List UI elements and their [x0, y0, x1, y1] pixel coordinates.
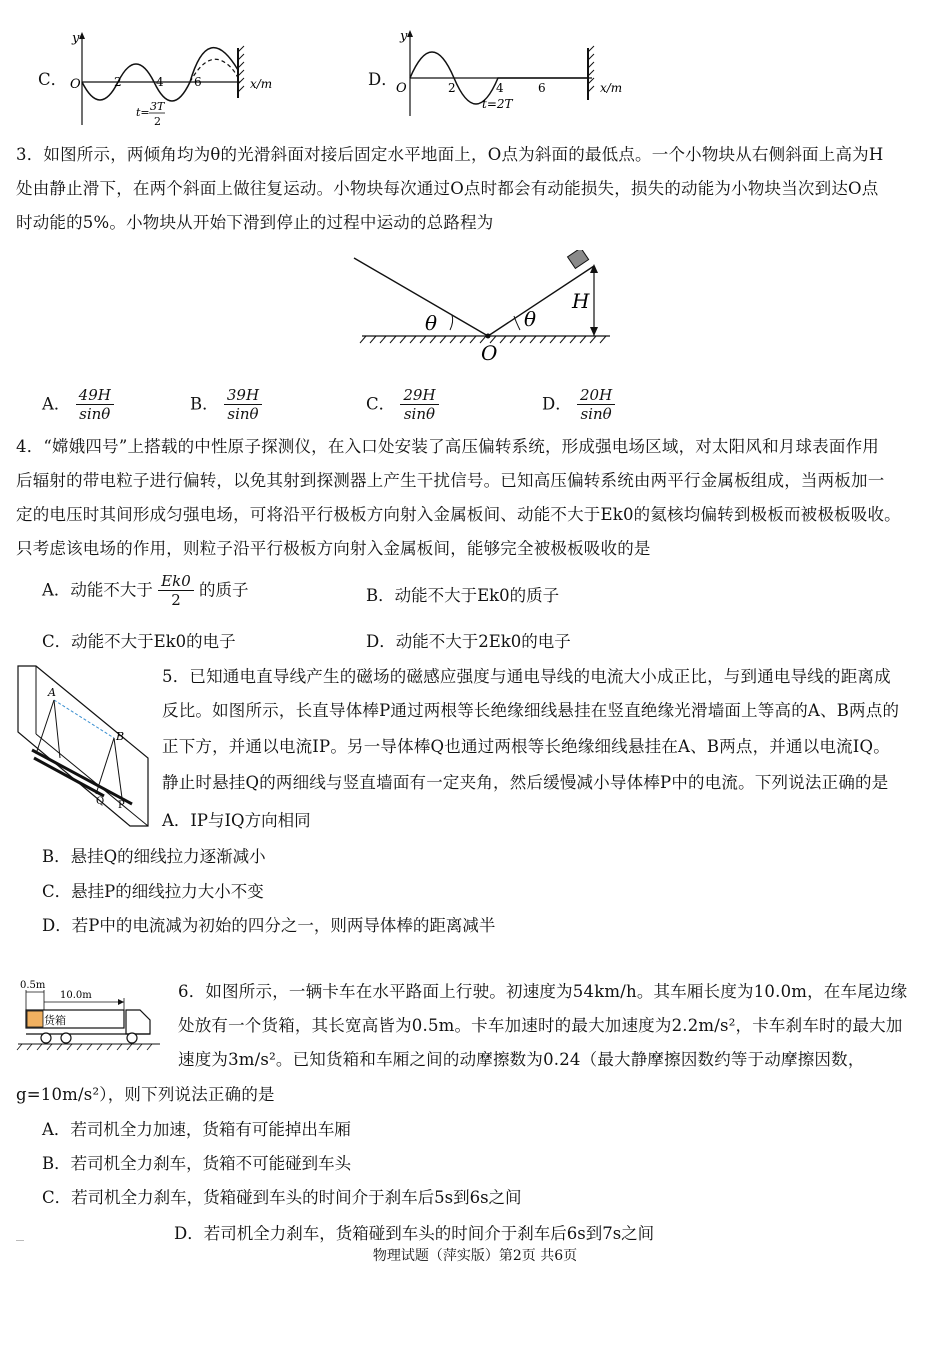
point-a-label: A [48, 686, 56, 699]
box-length-label: 0.5m [20, 980, 46, 991]
q5-option-d[interactable]: D．若P中的电流减为初始的四分之一，则两导体棒的距离减半 [42, 916, 496, 935]
rod-q-label: Q [96, 796, 105, 807]
cargo-box-label: 货箱 [44, 1014, 66, 1027]
q4-text-line-4: 只考虑该电场的作用，则粒子沿平行极板方向射入金属板间，能够完全被极板吸收的是 [16, 539, 651, 558]
wire-figure [14, 662, 154, 832]
incline-figure [350, 250, 620, 365]
q4-option-a-den: 2 [171, 591, 181, 609]
q3-option-c[interactable] [366, 386, 439, 423]
x-axis-label-d: x/m [600, 81, 623, 95]
q4-option-b[interactable]: B．动能不大于Ek0的质子 [366, 586, 560, 605]
q5-option-b[interactable]: B．悬挂Q的细线拉力逐渐减小 [42, 847, 266, 866]
q5-text-line-2: 反比。如图所示，长直导体棒P通过两根等长绝缘细线悬挂在竖直绝缘光滑墙面上等高的A、B两点的 [162, 701, 900, 720]
q3-text-line-3: 时动能的5%。小物块从开始下滑到停止的过程中运动的总路程为 [16, 213, 494, 232]
q5-text-line-4: 静止时悬挂Q的两细线与竖直墙面有一定夹角，然后缓慢减小导体棒P中的电流。下列说法正确的是 [162, 773, 889, 792]
q3-text-line-1: 3．如图所示，两倾角均为θ的光滑斜面对接后固定水平地面上，O点为斜面的最低点。一个小物块从右侧斜面上高为H [16, 145, 884, 164]
y-axis-label-c: y [72, 31, 80, 46]
height-label: H [572, 289, 590, 313]
q6-option-d[interactable]: D．若司机全力刹车，货箱碰到车头的时间介于刹车后6s到7s之间 [174, 1224, 655, 1243]
q4-text-line-2: 后辐射的带电粒子进行偏转，以免其射到探测器上产生干扰信号。已知高压偏转系统由两平行金属板组成，当两板加一 [16, 471, 885, 490]
origin-label-d: O [396, 81, 407, 96]
q5-option-c[interactable]: C．悬挂P的细线拉力大小不变 [42, 882, 264, 901]
q6-text-line-3: 速度为3m/s²。已知货箱和车厢之间的动摩擦数为0.24（最大静摩擦因数约等于动摩擦因数， [178, 1050, 865, 1069]
scan-mark [16, 1240, 24, 1241]
truck-figure [14, 976, 164, 1054]
q3-option-a[interactable] [42, 386, 114, 423]
q3-option-d-label: D． [542, 394, 572, 414]
wave-graph-c [60, 30, 285, 130]
q4-option-d[interactable]: D．动能不大于2Ek0的电子 [366, 632, 571, 651]
q3-option-b[interactable] [190, 386, 262, 423]
q3-option-b-den: sinθ [227, 405, 259, 423]
q3-option-b-label: B． [190, 394, 219, 414]
q3-option-a-num: 49H [76, 386, 114, 405]
q4-text-line-3: 定的电压时其间形成匀强电场，可将沿平行极板方向射入金属板间、动能不大于Ek0的氦核均偏转到极板而被极板吸收。 [16, 505, 901, 524]
q3-option-d-den: sinθ [580, 405, 612, 423]
q4-text-line-1: 4．“嫦娥四号”上搭载的中性原子探测仪，在入口处安装了高压偏转系统，形成强电场区域，对太阳风和月球表面作用 [16, 437, 879, 456]
origin-label-c: O [70, 77, 81, 92]
q4-option-a-pre: A．动能不大于 [42, 580, 153, 600]
option-c-label: C． [38, 70, 68, 89]
q5-text-line-3: 正下方，并通以电流IP。另一导体棒Q也通过两根等长绝缘细线悬挂在A、B两点，并通以电流IQ。 [162, 737, 890, 756]
tick-c-6: 6 [194, 75, 202, 89]
q6-text-line-2: 处放有一个货箱，其长宽高皆为0.5m。卡车加速时的最大加速度为2.2m/s²，卡车刹车时的最大加 [178, 1016, 903, 1035]
page-footer: 物理试题（萍实版）第2页 共6页 [372, 1248, 578, 1264]
time-prefix-c: t= [136, 106, 150, 119]
q5-option-a[interactable]: A．IP与IQ方向相同 [162, 811, 311, 830]
rod-p-label: P [118, 800, 125, 811]
wave-graph-d [392, 28, 642, 118]
q3-option-a-label: A． [42, 394, 71, 414]
q3-option-c-label: C． [366, 394, 396, 414]
q3-option-c-den: sinθ [403, 405, 436, 423]
time-label-d: t=2T [482, 97, 513, 111]
tick-d-2: 2 [448, 81, 456, 95]
tick-d-6: 6 [538, 81, 546, 95]
q4-option-a-post: 的质子 [199, 580, 249, 600]
q5-text-line-1: 5．已知通电直导线产生的磁场的磁感应强度与通电导线的电流大小成正比，与到通电导线的距离成 [162, 667, 891, 686]
theta-right-label: θ [524, 307, 537, 331]
q4-option-a-num: Ek0 [158, 572, 194, 591]
q4-option-a[interactable] [42, 572, 249, 609]
q4-option-c[interactable]: C．动能不大于Ek0的电子 [42, 632, 236, 651]
tick-c-2: 2 [114, 75, 122, 89]
bed-length-label: 10.0m [60, 990, 92, 1001]
origin-label: O [481, 341, 498, 365]
q6-text-line-1: 6．如图所示，一辆卡车在水平路面上行驶。初速度为54km/h。其车厢长度为10.0m，在车尾边缘 [178, 982, 908, 1001]
q6-option-c[interactable]: C．若司机全力刹车，货箱碰到车头的时间介于刹车后5s到6s之间 [42, 1188, 522, 1207]
q3-option-b-num: 39H [224, 386, 262, 405]
q3-option-c-num: 29H [400, 386, 438, 405]
q3-option-d-num: 20H [577, 386, 615, 405]
q6-option-b[interactable]: B．若司机全力刹车，货箱不可能碰到车头 [42, 1154, 352, 1173]
y-axis-label-d: y [400, 29, 408, 44]
time-den-c: 2 [154, 115, 161, 128]
time-num-c: 3T [150, 100, 165, 113]
q3-option-d[interactable] [542, 386, 615, 423]
theta-left-label: θ [425, 311, 438, 335]
q3-text-line-2: 处由静止滑下，在两个斜面上做往复运动。小物块每次通过O点时都会有动能损失，损失的动能为小物块当次到达O点 [16, 179, 879, 198]
q3-option-a-den: sinθ [79, 405, 111, 423]
x-axis-label-c: x/m [250, 77, 273, 91]
tick-c-4: 4 [156, 75, 164, 89]
tick-d-4: 4 [496, 81, 504, 95]
point-b-label: B [116, 730, 125, 743]
q6-text-line-4: g=10m/s²），则下列说法正确的是 [16, 1085, 275, 1104]
option-d-label: D． [368, 70, 398, 89]
q6-option-a[interactable]: A．若司机全力加速，货箱有可能掉出车厢 [42, 1120, 351, 1139]
